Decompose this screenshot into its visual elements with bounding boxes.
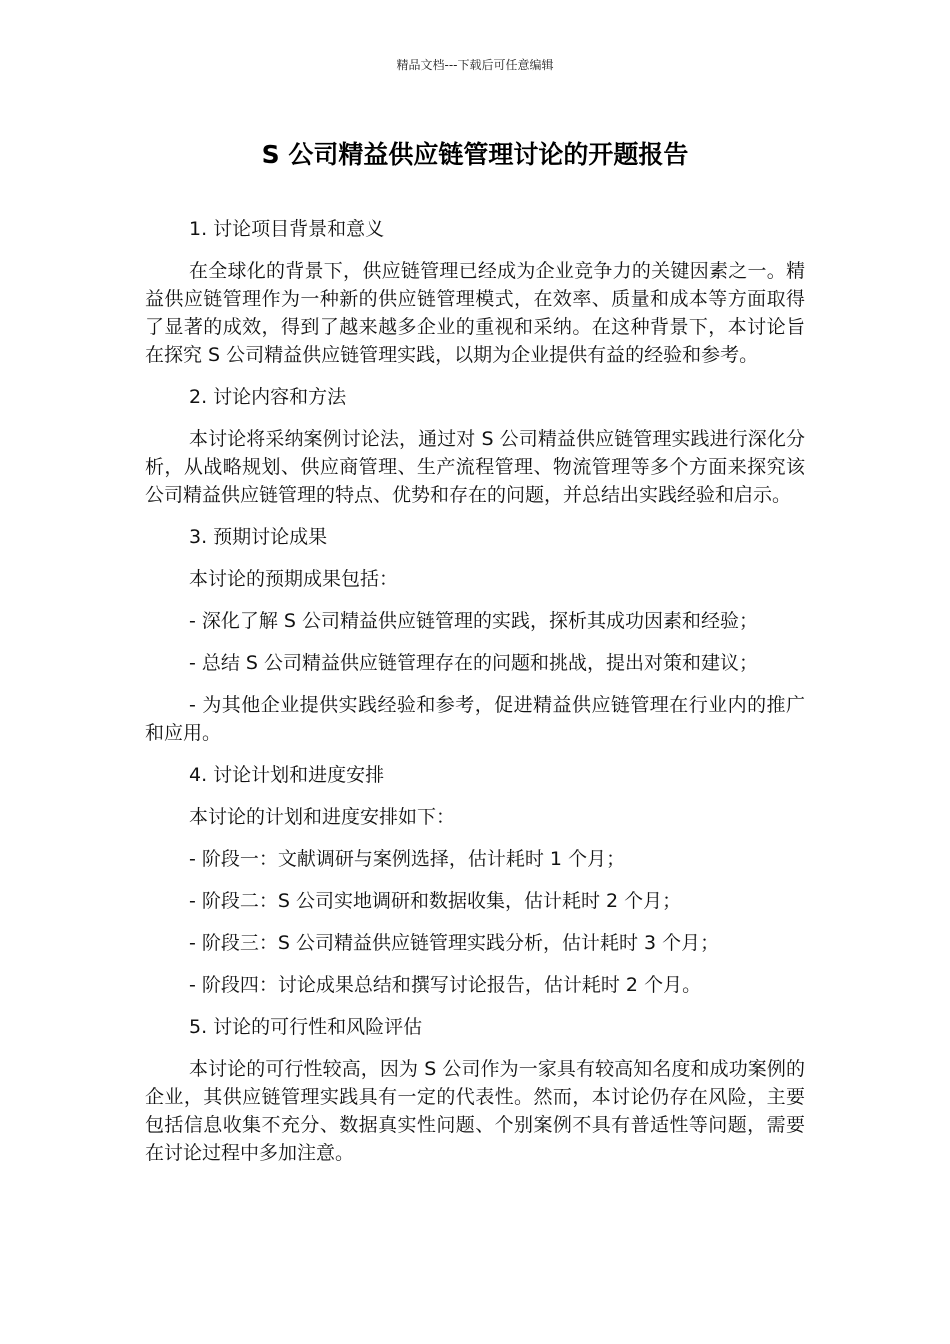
paragraph-background: 在全球化的背景下，供应链管理已经成为企业竞争力的关键因素之一。精益供应链管理作为一种新的供应链管理模式，在效率、质量和成本等方面取得了显著的成效，得到了越来越多企业的重视和采纳。在这种背景下，本讨论旨在探究 S 公司精益供应链管理实践，以期为企业提供有益的经验和参考。 [145, 260, 805, 366]
section-heading-1: 1. 讨论项目背景和意义 [189, 218, 385, 240]
section-heading-4: 4. 讨论计划和进度安排 [189, 764, 385, 786]
paragraph-methods: 本讨论将采纳案例讨论法，通过对 S 公司精益供应链管理实践进行深化分析，从战略规划、供应商管理、生产流程管理、物流管理等多个方面来探究该公司精益供应链管理的特点、优势和存在的问题，并总结出实践经验和启示。 [145, 428, 805, 506]
list-item: - 阶段一：文献调研与案例选择，估计耗时 1 个月； [189, 848, 626, 870]
document-title: S 公司精益供应链管理讨论的开题报告 [261, 140, 689, 169]
section-heading-5: 5. 讨论的可行性和风险评估 [189, 1016, 423, 1038]
paragraph-plan-intro: 本讨论的计划和进度安排如下： [189, 806, 456, 828]
list-item: - 阶段四：讨论成果总结和撰写讨论报告，估计耗时 2 个月。 [189, 974, 702, 996]
list-item: - 深化了解 S 公司精益供应链管理的实践，探析其成功因素和经验； [189, 610, 759, 632]
list-item: - 阶段二：S 公司实地调研和数据收集，估计耗时 2 个月； [189, 890, 682, 912]
list-item: - 为其他企业提供实践经验和参考，促进精益供应链管理在行业内的推广和应用。 [145, 694, 805, 744]
document-body [145, 215, 805, 1181]
paragraph-outcomes-intro: 本讨论的预期成果包括： [189, 568, 399, 590]
list-item: - 阶段三：S 公司精益供应链管理实践分析，估计耗时 3 个月； [189, 932, 720, 954]
section-heading-2: 2. 讨论内容和方法 [189, 386, 347, 408]
header-watermark: 精品文档---下载后可任意编辑 [396, 58, 554, 72]
section-heading-3: 3. 预期讨论成果 [189, 526, 328, 548]
list-item: - 总结 S 公司精益供应链管理存在的问题和挑战，提出对策和建议； [189, 652, 759, 674]
paragraph-feasibility: 本讨论的可行性较高，因为 S 公司作为一家具有较高知名度和成功案例的企业，其供应链管理实践具有一定的代表性。然而，本讨论仍存在风险，主要包括信息收集不充分、数据真实性问题、个别案例不具有普适性等问题，需要在讨论过程中多加注意。 [145, 1058, 805, 1164]
